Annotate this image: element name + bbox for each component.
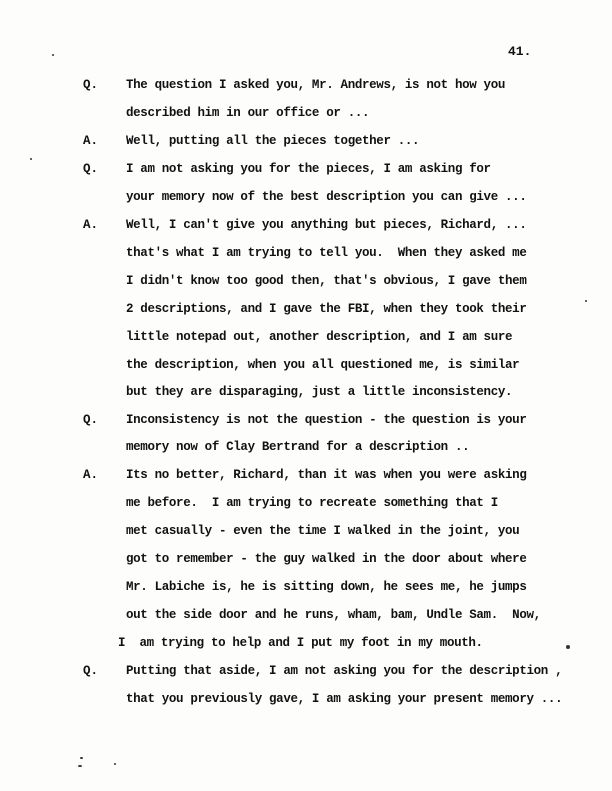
transcript-line (0, 608, 612, 628)
scan-speck (52, 54, 54, 56)
scan-speck (30, 158, 32, 160)
transcript-line (0, 580, 612, 600)
line-text: memory now of Clay Bertrand for a description .. (126, 440, 470, 454)
transcript-line (0, 496, 612, 516)
transcript-line (0, 218, 612, 238)
line-text: described him in our office or ... (126, 106, 370, 120)
transcript-line (0, 413, 612, 433)
transcript-line (0, 330, 612, 350)
line-text: Well, I can't give you anything but pieces, Richard, ... (126, 218, 527, 232)
speaker-label: Q. (83, 162, 99, 176)
line-text: got to remember - the guy walked in the door about where (126, 552, 527, 566)
speaker-label: A. (83, 218, 99, 232)
line-text: I didn't know too good then, that's obvious, I gave them (126, 274, 527, 288)
transcript-line (0, 524, 612, 544)
speaker-label: A. (83, 134, 99, 148)
scan-speck (585, 300, 587, 302)
line-text: that you previously gave, I am asking your present memory ... (126, 692, 563, 706)
scan-speck (566, 645, 570, 649)
transcript-line (0, 385, 612, 405)
transcript-line (0, 358, 612, 378)
line-text: 2 descriptions, and I gave the FBI, when they took their (126, 302, 527, 316)
line-text: that's what I am trying to tell you. When they asked me (126, 246, 527, 260)
speaker-label: A. (83, 468, 99, 482)
line-text: Inconsistency is not the question - the question is your (126, 413, 527, 427)
speaker-label: Q. (83, 664, 99, 678)
transcript-line (0, 162, 612, 182)
line-text: Well, putting all the pieces together ... (126, 134, 420, 148)
line-text: met casually - even the time I walked in the joint, you (126, 524, 520, 538)
line-text: me before. I am trying to recreate something that I (126, 496, 498, 510)
transcript-line (0, 106, 612, 126)
line-text: I am trying to help and I put my foot in my mouth. (118, 636, 483, 650)
line-text: The question I asked you, Mr. Andrews, is not how you (126, 78, 506, 92)
line-text: but they are disparaging, just a little inconsistency. (126, 385, 513, 399)
transcript-line (0, 552, 612, 572)
transcript-line (0, 692, 612, 712)
line-text: Mr. Labiche is, he is sitting down, he sees me, he jumps (126, 580, 527, 594)
transcript-line (0, 274, 612, 294)
line-text: Its no better, Richard, than it was when you were asking (126, 468, 527, 482)
line-text: I am not asking you for the pieces, I am asking for (126, 162, 491, 176)
transcript-line (0, 664, 612, 684)
speaker-label: Q. (83, 413, 99, 427)
page-number: 41. (508, 44, 532, 59)
transcript-line (0, 440, 612, 460)
transcript-line (0, 468, 612, 488)
transcript-line (0, 302, 612, 322)
speaker-label: Q. (83, 78, 99, 92)
transcript-line (0, 246, 612, 266)
transcript-line (0, 190, 612, 210)
scan-speck (80, 757, 83, 759)
line-text: your memory now of the best description you can give ... (126, 190, 527, 204)
line-text: Putting that aside, I am not asking you for the description , (126, 664, 563, 678)
line-text: the description, when you all questioned me, is similar (126, 358, 520, 372)
scan-speck (114, 763, 116, 765)
line-text: out the side door and he runs, wham, bam, Undle Sam. Now, (126, 608, 541, 622)
scan-speck (78, 765, 82, 767)
transcript-line (0, 636, 612, 656)
line-text: little notepad out, another description, and I am sure (126, 330, 513, 344)
transcript-line (0, 78, 612, 98)
transcript-line (0, 134, 612, 154)
